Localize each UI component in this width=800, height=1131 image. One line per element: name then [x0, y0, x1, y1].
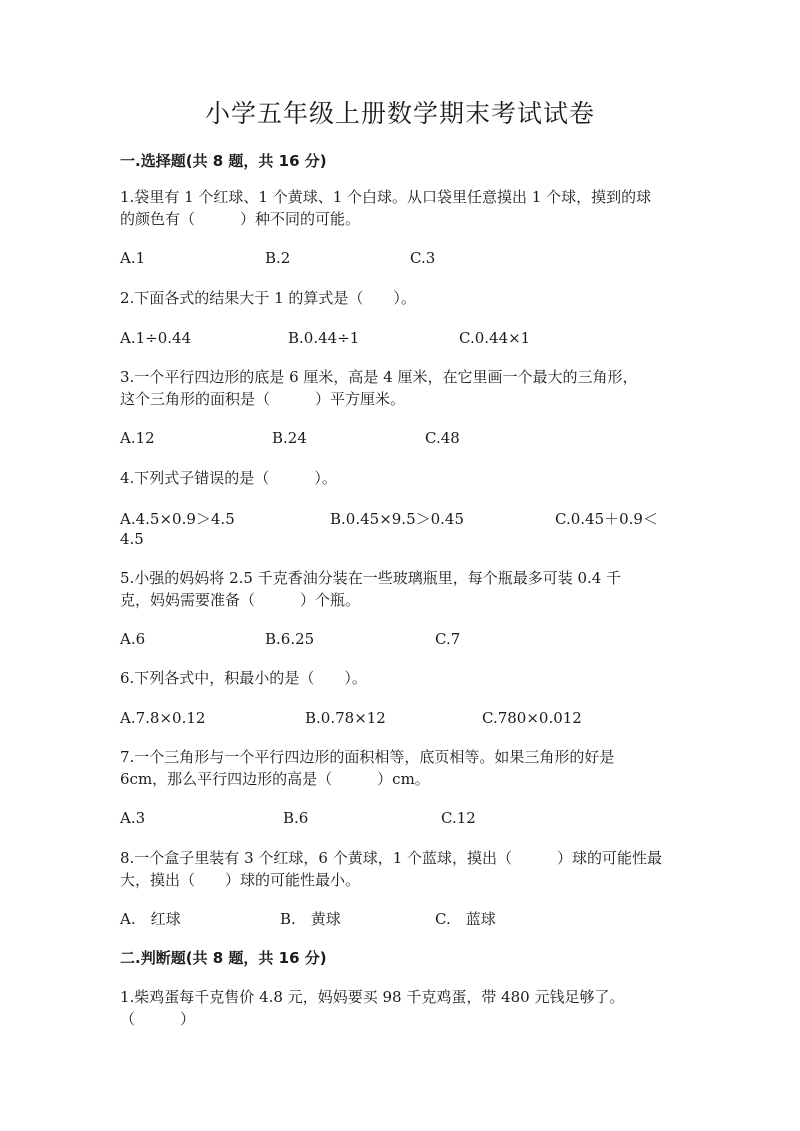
question-text: 8.一个盒子里装有 3 个红球，6 个黄球，1 个蓝球，摸出（ ）球的可能性最 — [120, 849, 663, 867]
option-c: C.780×0.012 — [482, 709, 582, 727]
question-4 — [120, 467, 680, 489]
option-b: B.24 — [272, 429, 307, 447]
question-text: 这个三角形的面积是（ ）平方厘米。 — [120, 390, 406, 408]
option-a: A.12 — [120, 429, 155, 447]
question-text: 4.下列式子错误的是（ ）。 — [120, 469, 337, 487]
question-8 — [120, 847, 680, 891]
question-6 — [120, 667, 680, 689]
question-3 — [120, 366, 680, 410]
question-text: 3.一个平行四边形的底是 6 厘米，高是 4 厘米，在它里画一个最大的三角形， — [120, 368, 638, 386]
option-a: A. 红球 — [120, 910, 181, 928]
question-2 — [120, 287, 680, 309]
option-c: C.0.45＋0.9＜ — [555, 510, 658, 528]
question-text: 1.袋里有 1 个红球、1 个黄球、1 个白球。从口袋里任意摸出 1 个球，摸到的球 — [120, 188, 652, 206]
option-a: A.3 — [120, 809, 146, 827]
question-5 — [120, 567, 680, 611]
option-b: B.6 — [283, 809, 309, 827]
option-b: B.0.44÷1 — [288, 329, 360, 347]
question-7 — [120, 746, 680, 790]
option-a: A.6 — [120, 630, 146, 648]
question-1 — [120, 186, 680, 230]
option-a: A.4.5×0.9＞4.5 — [120, 510, 235, 528]
option-c: C. 蓝球 — [435, 910, 496, 928]
question-text: 1.柴鸡蛋每千克售价 4.8 元，妈妈要买 98 千克鸡蛋，带 480 元钱足够了。 — [120, 988, 625, 1006]
question-text: 的颜色有（ ）种不同的可能。 — [120, 210, 361, 228]
question-text: 2.下面各式的结果大于 1 的算式是（ ）。 — [120, 289, 416, 307]
page-title: 小学五年级上册数学期末考试试卷 — [204, 99, 595, 128]
option-c: C.0.44×1 — [459, 329, 531, 347]
option-c: C.3 — [410, 249, 436, 267]
question-text: 克，妈妈需要准备（ ）个瓶。 — [120, 591, 361, 609]
question-text: 7.一个三角形与一个平行四边形的面积相等，底页相等。如果三角形的好是 — [120, 748, 615, 766]
option-a: A.1÷0.44 — [120, 329, 192, 347]
question-text: 大，摸出（ ）球的可能性最小。 — [120, 871, 361, 889]
answer-blank: （ ） — [120, 1010, 196, 1028]
option-b: B.0.78×12 — [305, 709, 386, 727]
option-b: B.6.25 — [265, 630, 315, 648]
option-b: B.0.45×9.5＞0.45 — [330, 510, 465, 528]
question-text: 5.小强的妈妈将 2.5 千克香油分装在一些玻璃瓶里，每个瓶最多可装 0.4 千 — [120, 569, 622, 587]
option-a: A.7.8×0.12 — [120, 709, 206, 727]
option-c-continued: 4.5 — [120, 530, 144, 548]
judge-question-1 — [120, 986, 680, 1030]
option-c: C.48 — [425, 429, 460, 447]
option-b: B.2 — [265, 249, 291, 267]
section-heading-judge: 二.判断题(共 8 题，共 16 分) — [120, 949, 327, 967]
question-text: 6.下列各式中，积最小的是（ ）。 — [120, 669, 367, 687]
option-b: B. 黄球 — [280, 910, 341, 928]
question-text: 6cm，那么平行四边形的高是（ ）cm。 — [120, 770, 430, 788]
section-heading-choice: 一.选择题(共 8 题，共 16 分) — [120, 152, 327, 170]
option-c: C.12 — [441, 809, 476, 827]
option-a: A.1 — [120, 249, 146, 267]
option-c: C.7 — [435, 630, 461, 648]
